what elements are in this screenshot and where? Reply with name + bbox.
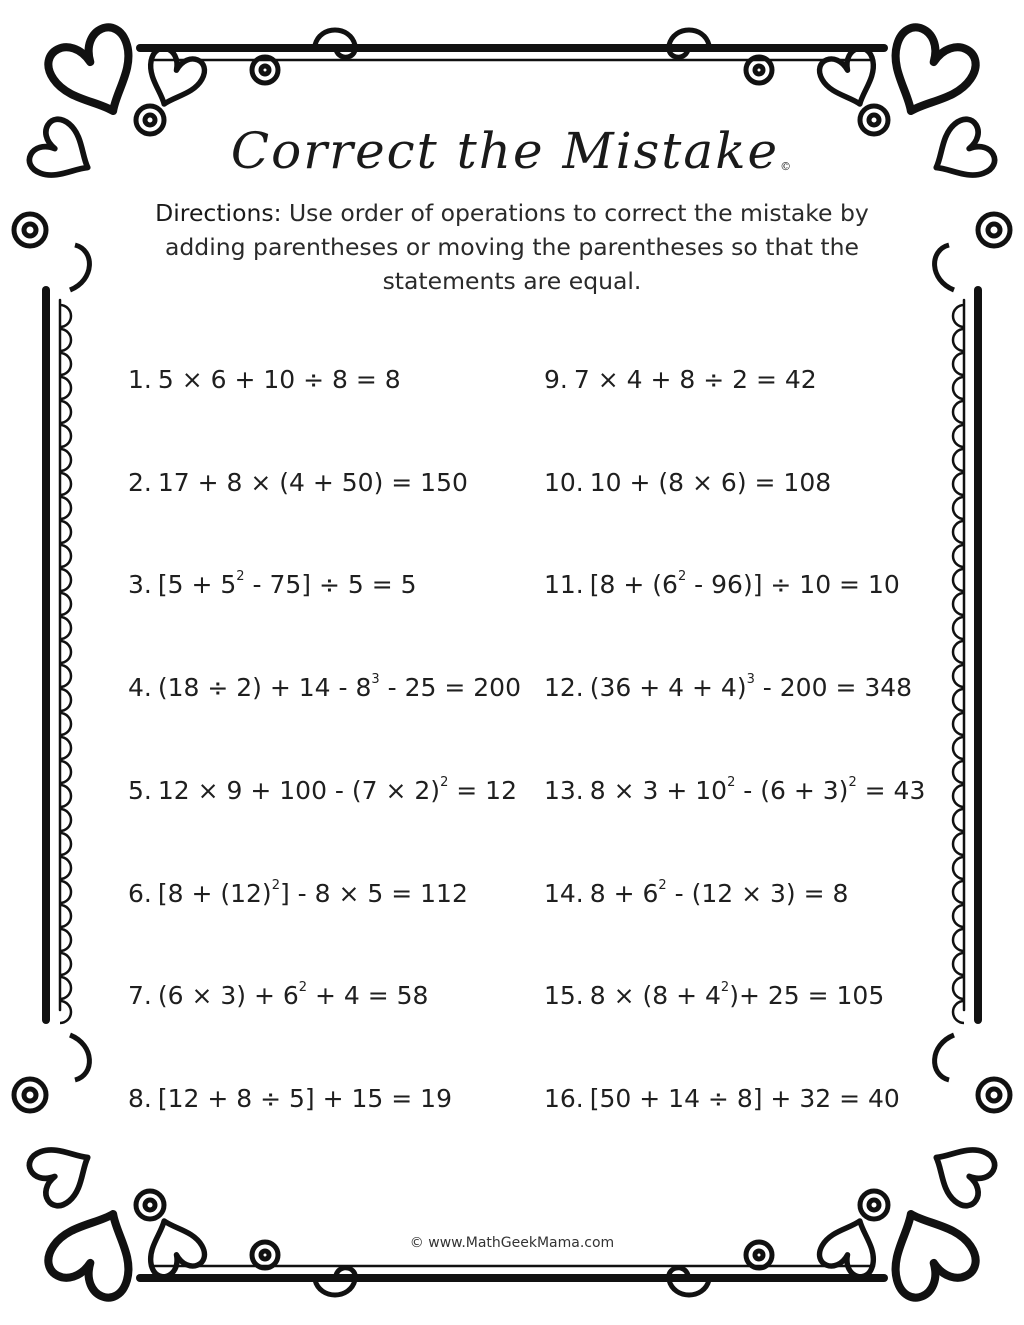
- expression-text: = 43: [856, 775, 926, 805]
- expression-text: 8 × (8 + 4: [589, 981, 721, 1011]
- exponent: 3: [371, 672, 380, 688]
- directions-label: Directions:: [155, 199, 282, 227]
- expression-text: - 25 = 200: [379, 673, 521, 703]
- expression-text: 5 × 6 + 10 ÷ 8 = 8: [157, 365, 401, 394]
- problem-item: [544, 981, 884, 1010]
- problem-item: [544, 570, 900, 599]
- expression-text: - 96)] ÷ 10 = 10: [686, 570, 900, 600]
- problem-number: 16.: [544, 1083, 584, 1113]
- exponent: 3: [746, 672, 755, 688]
- problem-number: 13.: [544, 775, 584, 805]
- expression-text: ] - 8 × 5 = 112: [279, 878, 468, 908]
- directions: [120, 196, 904, 298]
- problem-item: [128, 365, 401, 394]
- problem-number: 7.: [128, 981, 152, 1011]
- problem-item: [544, 673, 912, 702]
- problem-item: [544, 365, 817, 394]
- expression-text: [5 + 5: [157, 570, 237, 600]
- problem-item: [544, 776, 925, 805]
- expression-text: - 75] ÷ 5 = 5: [244, 570, 417, 600]
- title-text: Correct the Mistake: [230, 122, 780, 180]
- footer-credit: © www.MathGeekMama.com: [409, 1235, 615, 1251]
- copyright-mark: ©: [780, 160, 794, 173]
- problem-number: 5.: [128, 775, 152, 805]
- directions-text: Use order of operations to correct the mistake by adding parentheses or moving the parentheses so that the statements are equal.: [164, 199, 869, 295]
- exponent: 2: [677, 569, 687, 585]
- problem-number: 11.: [544, 570, 584, 600]
- problem-item: [128, 981, 428, 1010]
- page-title: [0, 122, 1024, 180]
- exponent: 2: [720, 980, 730, 996]
- expression-text: (18 ÷ 2) + 14 - 8: [157, 673, 372, 703]
- expression-text: (36 + 4 + 4): [589, 673, 747, 703]
- problem-number: 14.: [544, 878, 584, 908]
- problem-number: 4.: [128, 673, 152, 703]
- problem-number: 1.: [128, 365, 152, 394]
- problem-item: [544, 468, 831, 497]
- problem-number: 8.: [128, 1083, 152, 1113]
- problem-item: [544, 879, 848, 908]
- expression-text: 12 × 9 + 100 - (7 × 2): [157, 775, 441, 805]
- expression-text: 17 + 8 × (4 + 50) = 150: [157, 467, 468, 497]
- expression-text: [50 + 14 ÷ 8] + 32 = 40: [589, 1083, 900, 1113]
- expression-text: 8 + 6: [589, 878, 659, 908]
- expression-text: [8 + (6: [589, 570, 678, 600]
- expression-text: (6 × 3) + 6: [157, 981, 299, 1011]
- expression-text: )+ 25 = 105: [729, 981, 885, 1011]
- expression-text: = 12: [448, 775, 517, 805]
- expression-text: [8 + (12): [157, 878, 272, 908]
- problem-item: [544, 1084, 900, 1113]
- problem-number: 10.: [544, 467, 584, 497]
- expression-text: - (6 + 3): [735, 775, 849, 805]
- problem-item: [128, 673, 521, 702]
- expression-text: [12 + 8 ÷ 5] + 15 = 19: [157, 1083, 452, 1113]
- exponent: 2: [298, 980, 308, 996]
- problem-number: 6.: [128, 878, 152, 908]
- exponent: 2: [658, 877, 667, 893]
- problem-item: [128, 570, 417, 599]
- problem-item: [128, 776, 517, 805]
- problem-item: [128, 1084, 452, 1113]
- exponent: 2: [848, 774, 857, 790]
- exponent: 2: [236, 569, 245, 585]
- expression-text: - (12 × 3) = 8: [666, 878, 849, 908]
- problem-number: 12.: [544, 673, 584, 703]
- exponent: 2: [727, 774, 736, 790]
- problem-number: 9.: [544, 365, 568, 394]
- expression-text: 8 × 3 + 10: [589, 775, 728, 805]
- expression-text: 7 × 4 + 8 ÷ 2 = 42: [573, 365, 817, 394]
- problem-number: 15.: [544, 981, 584, 1011]
- expression-text: 10 + (8 × 6) = 108: [589, 467, 832, 497]
- problem-item: [128, 879, 468, 908]
- problem-item: [128, 468, 468, 497]
- exponent: 2: [440, 774, 449, 790]
- expression-text: - 200 = 348: [754, 673, 913, 703]
- problem-number: 2.: [128, 467, 152, 497]
- exponent: 2: [271, 877, 280, 893]
- expression-text: + 4 = 58: [307, 981, 429, 1011]
- problem-number: 3.: [128, 570, 152, 600]
